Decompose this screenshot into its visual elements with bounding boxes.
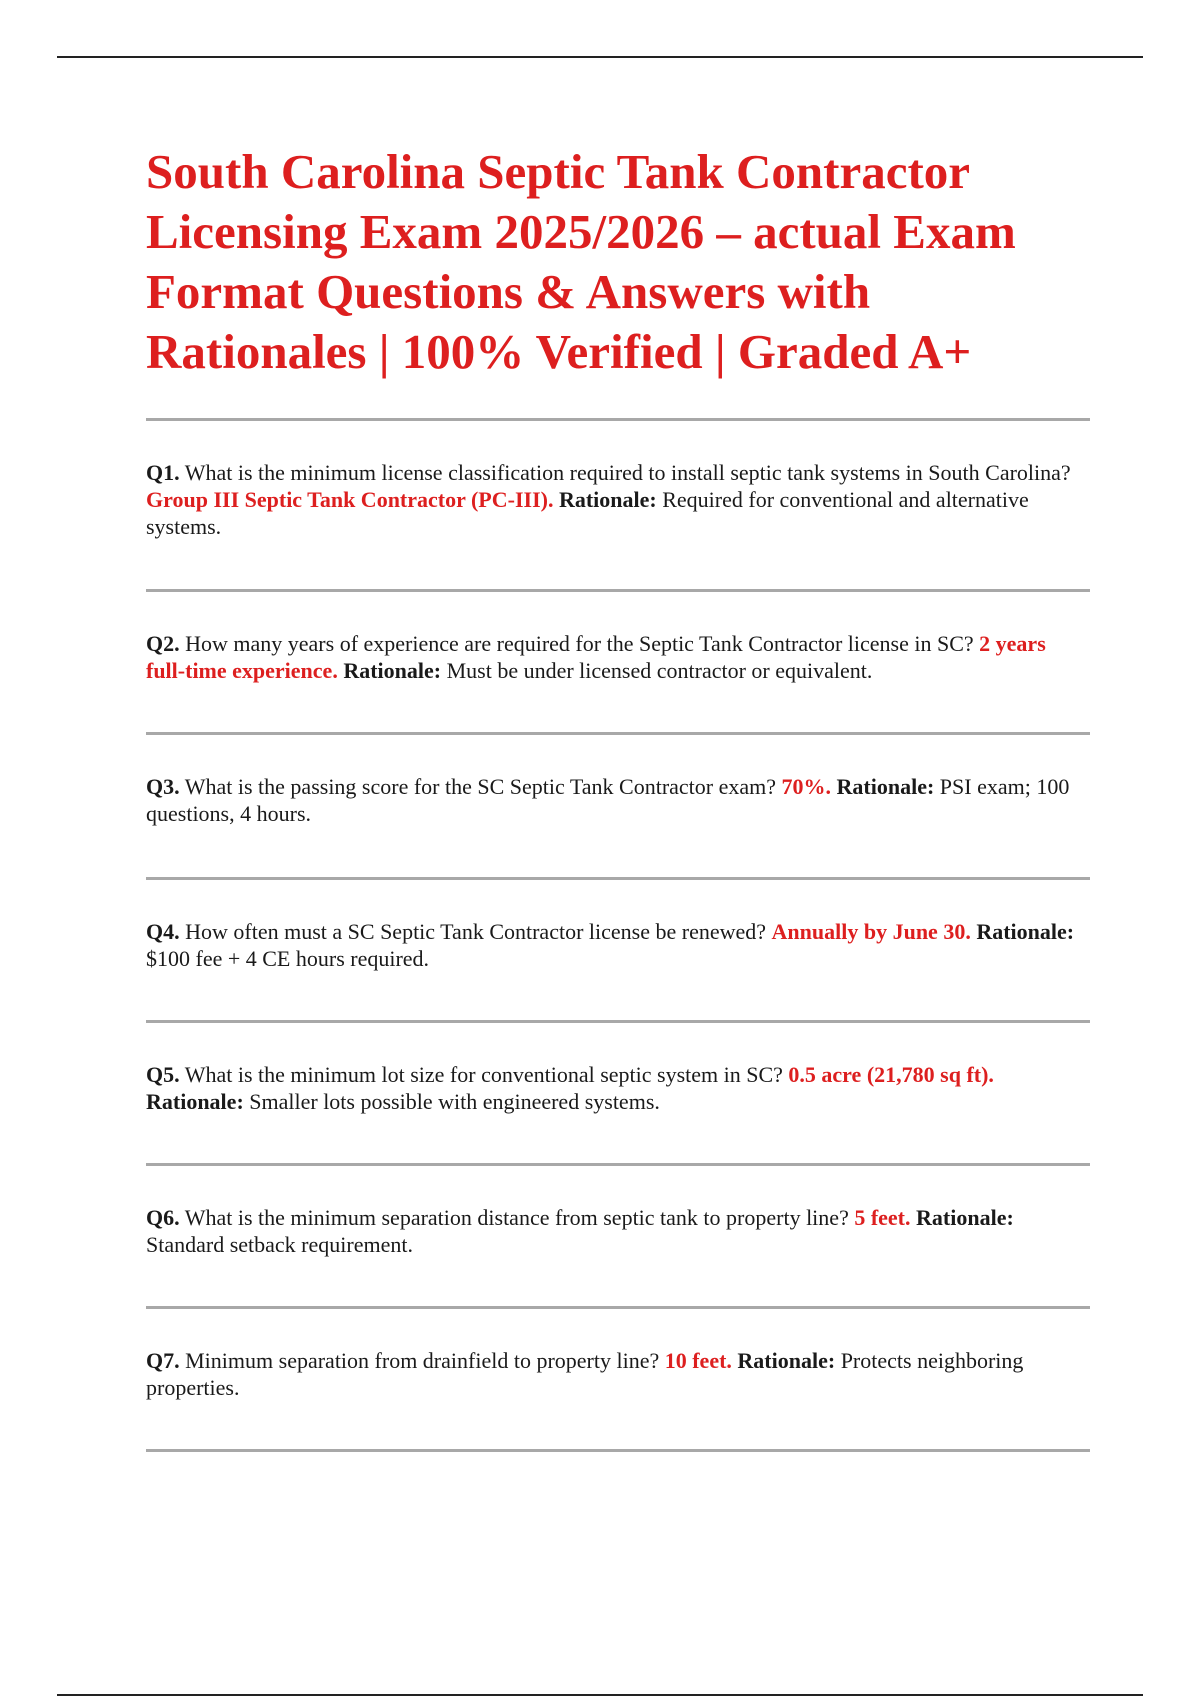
- qa-divider: [146, 1449, 1090, 1452]
- rationale-label: Rationale:: [916, 1205, 1014, 1230]
- rationale-text: Must be under licensed contractor or equivalent.: [446, 658, 873, 683]
- document-title: South Carolina Septic Tank Contractor Licensing Exam 2025/2026 – actual Exam Format Questions & Answers with Rationales | 100% Verified | Graded A+: [146, 144, 1016, 379]
- answer-text: Group III Septic Tank Contractor (PC-III).: [146, 487, 554, 512]
- qa-text: [146, 1347, 1090, 1401]
- rationale-text: PSI exam; 100 questions, 4 hours.: [146, 774, 1070, 826]
- rationale-text: Smaller lots possible with engineered systems.: [249, 1089, 660, 1114]
- question-number: Q1.: [146, 460, 180, 485]
- answer-text: 10 feet.: [664, 1348, 732, 1373]
- question-text: Minimum separation from drainfield to property line?: [185, 1348, 660, 1373]
- question-number: Q2.: [146, 631, 180, 656]
- answer-text: 70%.: [781, 774, 832, 799]
- qa-item-5: [146, 1023, 1090, 1115]
- answer-text: 2 years full-time experience.: [146, 631, 1046, 683]
- qa-text: [146, 773, 1090, 827]
- question-text: What is the minimum lot size for conventional septic system in SC?: [184, 1062, 783, 1087]
- rationale-label: Rationale:: [976, 919, 1075, 944]
- answer-text: 0.5 acre (21,780 sq ft).: [788, 1062, 994, 1087]
- page-bottom-border: [57, 1694, 1143, 1696]
- qa-item-6: [146, 1166, 1090, 1258]
- rationale-label: Rationale:: [737, 1348, 836, 1373]
- question-number: Q7.: [146, 1348, 180, 1373]
- question-text: How often must a SC Septic Tank Contractor license be renewed?: [185, 919, 767, 944]
- question-text: What is the minimum license classification required to install septic tank systems in South Carolina?: [184, 460, 1071, 485]
- rationale-label: Rationale:: [558, 487, 657, 512]
- qa-text: [146, 1061, 1090, 1115]
- qa-item-3: [146, 735, 1090, 827]
- rationale-label: Rationale:: [836, 774, 935, 799]
- answer-text: Annually by June 30.: [771, 919, 971, 944]
- question-text: What is the minimum separation distance from septic tank to property line?: [184, 1205, 849, 1230]
- rationale-label: Rationale:: [146, 1089, 244, 1114]
- rationale-text: Protects neighboring properties.: [146, 1348, 1024, 1400]
- qa-item-7: [146, 1309, 1090, 1401]
- rationale-text: $100 fee + 4 CE hours required.: [146, 946, 430, 971]
- qa-text: [146, 1204, 1090, 1258]
- question-number: Q6.: [146, 1205, 180, 1230]
- answer-text: 5 feet.: [854, 1205, 911, 1230]
- qa-item-1: [146, 421, 1090, 540]
- qa-item-4: [146, 880, 1090, 972]
- qa-text: [146, 459, 1090, 540]
- document-body: [146, 142, 1090, 1452]
- page-top-border: [57, 56, 1143, 58]
- qa-text: [146, 918, 1090, 972]
- question-number: Q4.: [146, 919, 180, 944]
- qa-item-2: [146, 592, 1090, 684]
- question-text: How many years of experience are required for the Septic Tank Contractor license in SC?: [185, 631, 974, 656]
- question-text: What is the passing score for the SC Septic Tank Contractor exam?: [184, 774, 777, 799]
- rationale-text: Required for conventional and alternative systems.: [146, 487, 1029, 539]
- qa-text: [146, 630, 1090, 684]
- rationale-label: Rationale:: [343, 658, 442, 683]
- question-number: Q3.: [146, 774, 180, 799]
- question-number: Q5.: [146, 1062, 180, 1087]
- rationale-text: Standard setback requirement.: [146, 1232, 413, 1257]
